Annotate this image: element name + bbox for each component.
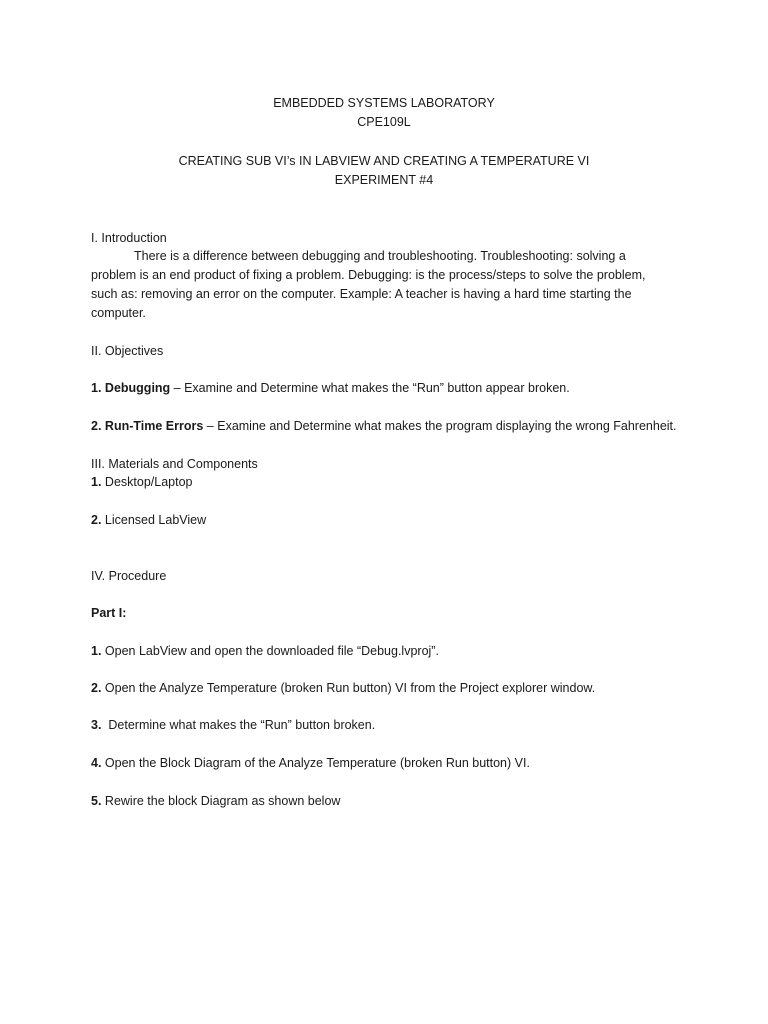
procedure-heading: IV. Procedure (91, 569, 167, 583)
step-text: Open LabView and open the downloaded file “Debug.lvproj”. (101, 644, 439, 658)
material-text: Desktop/Laptop (101, 475, 193, 489)
objective-number: 1. (91, 381, 102, 395)
step-number: 5. (91, 794, 102, 808)
objective-text: – Examine and Determine what makes the “Run” button appear broken. (170, 381, 570, 395)
introduction-heading: I. Introduction (91, 231, 167, 245)
introduction-line: such as: removing an error on the computer. Example: A teacher is having a hard time starting the (91, 287, 632, 301)
materials-heading: III. Materials and Components (91, 457, 258, 471)
procedure-part-label: Part I: (91, 606, 127, 620)
step-text: Rewire the block Diagram as shown below (101, 794, 341, 808)
procedure-step (91, 679, 595, 697)
material-number: 1. (91, 475, 102, 489)
step-number: 1. (91, 644, 102, 658)
objective-number: 2. (91, 419, 102, 433)
experiment-title: CREATING SUB VI’s IN LABVIEW AND CREATING A TEMPERATURE VI (178, 154, 590, 168)
step-number: 2. (91, 681, 102, 695)
procedure-step (91, 642, 439, 660)
objectives-heading: II. Objectives (91, 344, 164, 358)
course-code: CPE109L (357, 115, 411, 129)
material-number: 2. (91, 513, 102, 527)
step-text: Open the Block Diagram of the Analyze Temperature (broken Run button) VI. (101, 756, 530, 770)
procedure-step (91, 716, 375, 734)
material-text: Licensed LabView (101, 513, 207, 527)
step-number: 4. (91, 756, 102, 770)
procedure-step (91, 792, 340, 810)
objective-term: Run-Time Errors (104, 419, 204, 433)
step-number: 3. (91, 718, 102, 732)
material-item (91, 473, 192, 491)
step-text: Open the Analyze Temperature (broken Run button) VI from the Project explorer window. (101, 681, 596, 695)
objective-text: – Examine and Determine what makes the program displaying the wrong Fahrenheit. (203, 419, 677, 433)
material-item (91, 511, 206, 529)
objective-term: Debugging (104, 381, 171, 395)
procedure-step (91, 754, 530, 772)
experiment-number: EXPERIMENT #4 (334, 173, 434, 187)
step-text: Determine what makes the “Run” button broken. (101, 718, 376, 732)
introduction-line: There is a difference between debugging and troubleshooting. Troubleshooting: solving a (134, 249, 626, 263)
objective-item (91, 379, 570, 397)
introduction-line: computer. (91, 306, 146, 320)
objective-item (91, 417, 677, 435)
lab-title: EMBEDDED SYSTEMS LABORATORY (273, 96, 495, 110)
introduction-line: problem is an end product of fixing a problem. Debugging: is the process/steps to solve the problem, (91, 268, 646, 282)
